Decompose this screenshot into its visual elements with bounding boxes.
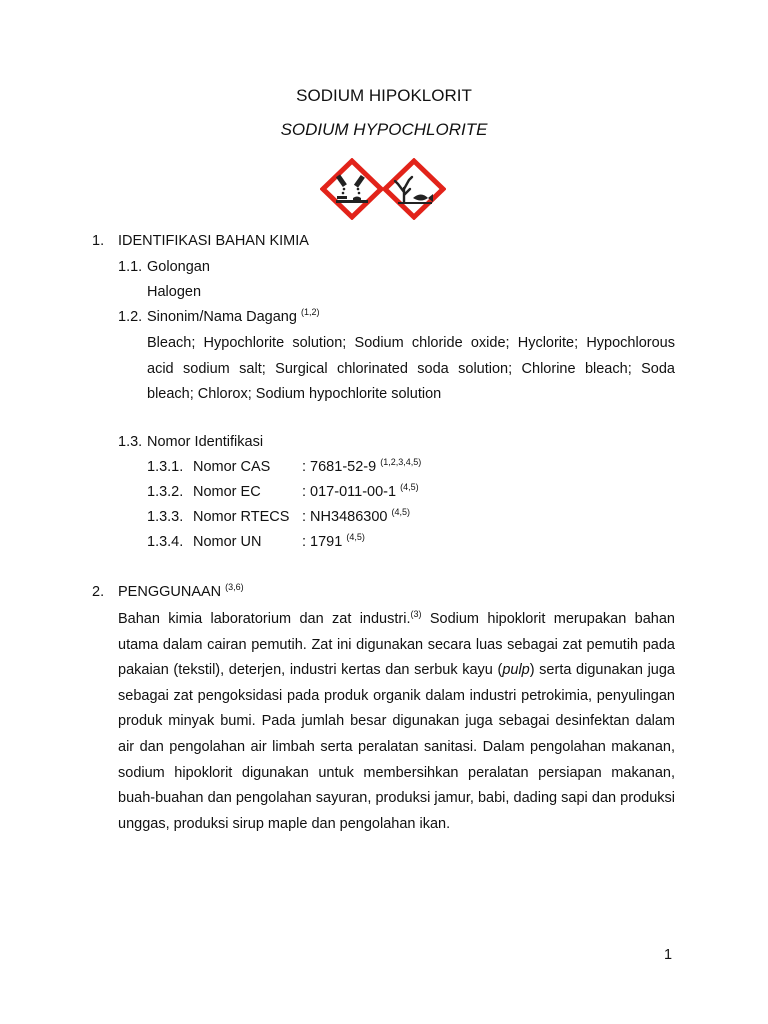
section-2-heading <box>118 584 244 600</box>
un-number-value <box>302 534 365 550</box>
rtecs-number-label: Nomor RTECS <box>193 509 290 525</box>
usage-text-c: ) serta digunakan juga sebagai zat pengoksidasi pada produk organik dalam industri petrokimia, penyulingan produk minyak bumi. Pada jumlah besar digunakan juga sebagai desinfektan dalam air dan pengolahan air limbah serta peralatan sanitasi. Dalam pengolahan makanan, sodium hipoklorit digunakan untuk membersihkan peralatan persiapan makanan, buah-buahan dan pengolahan sayuran, produksi jamur, babi, dading sapi dan produksi unggas, produksi sirup maple dan pengolahan ikan. <box>118 662 675 832</box>
cas-value-text: : 7681-52-9 <box>302 459 377 475</box>
ghs-pictograms <box>320 158 450 220</box>
rtecs-number-index: 1.3.3. <box>147 509 184 525</box>
cas-number-label: Nomor CAS <box>193 459 271 475</box>
section-2-number: 2. <box>92 584 105 600</box>
rtecs-reference: (4,5) <box>391 507 410 517</box>
section-1-2-heading <box>147 309 319 325</box>
ec-number-label: Nomor EC <box>193 484 261 500</box>
section-1-number: 1. <box>92 233 105 249</box>
corrosive-pictogram-icon <box>320 158 384 220</box>
usage-reference: (3) <box>410 609 422 619</box>
section-1-1-heading: Golongan <box>147 259 210 275</box>
un-value-text: : 1791 <box>302 534 343 550</box>
sinonim-label: Sinonim/Nama Dagang <box>147 309 297 325</box>
environment-hazard-pictogram-icon <box>382 158 446 220</box>
cas-reference: (1,2,3,4,5) <box>380 457 422 467</box>
ec-reference: (4,5) <box>400 482 419 492</box>
ec-value-text: : 017-011-00-1 <box>302 484 397 500</box>
cas-number-index: 1.3.1. <box>147 459 184 475</box>
synonyms-text: Bleach; Hypochlorite solution; Sodium chloride oxide; Hyclorite; Hypochlorous acid sodium salt; Surgical chlorinated soda solution; Chlorine bleach; Soda bleach; Chlorox; Sodium hypochlorite solution <box>147 335 675 402</box>
penggunaan-label: PENGGUNAAN <box>118 584 222 600</box>
document-subtitle: SODIUM HYPOCHLORITE <box>280 120 488 139</box>
rtecs-value-text: : NH3486300 <box>302 509 388 525</box>
un-number-index: 1.3.4. <box>147 534 184 550</box>
section-1-heading: IDENTIFIKASI BAHAN KIMIA <box>118 233 309 249</box>
section-1-1-number: 1.1. <box>118 259 143 275</box>
ec-number-index: 1.3.2. <box>147 484 184 500</box>
document-title: SODIUM HIPOKLORIT <box>296 86 472 105</box>
section-1-2-number: 1.2. <box>118 309 143 325</box>
section-1-3-number: 1.3. <box>118 434 143 450</box>
section-1-3-heading: Nomor Identifikasi <box>147 434 264 450</box>
rtecs-number-value <box>302 509 410 525</box>
usage-text-b: Sodium hipoklorit merupakan bahan utama dalam cairan pemutih. Zat ini digunakan secara luas sebagai zat pemutih pada pakaian (tekstil), deterjen, industri kertas dan serbuk kayu ( <box>118 611 675 679</box>
un-number-label: Nomor UN <box>193 534 262 550</box>
usage-italic-term: pulp <box>502 662 530 679</box>
un-reference: (4,5) <box>346 532 365 542</box>
sinonim-reference: (1,2) <box>300 307 320 317</box>
usage-paragraph <box>118 607 675 837</box>
page-number: 1 <box>664 947 673 963</box>
ec-number-value <box>302 484 419 500</box>
cas-number-value <box>302 459 421 475</box>
usage-text-a: Bahan kimia laboratorium dan zat industri. <box>118 611 411 627</box>
penggunaan-reference: (3,6) <box>225 582 244 592</box>
golongan-value: Halogen <box>147 284 202 300</box>
